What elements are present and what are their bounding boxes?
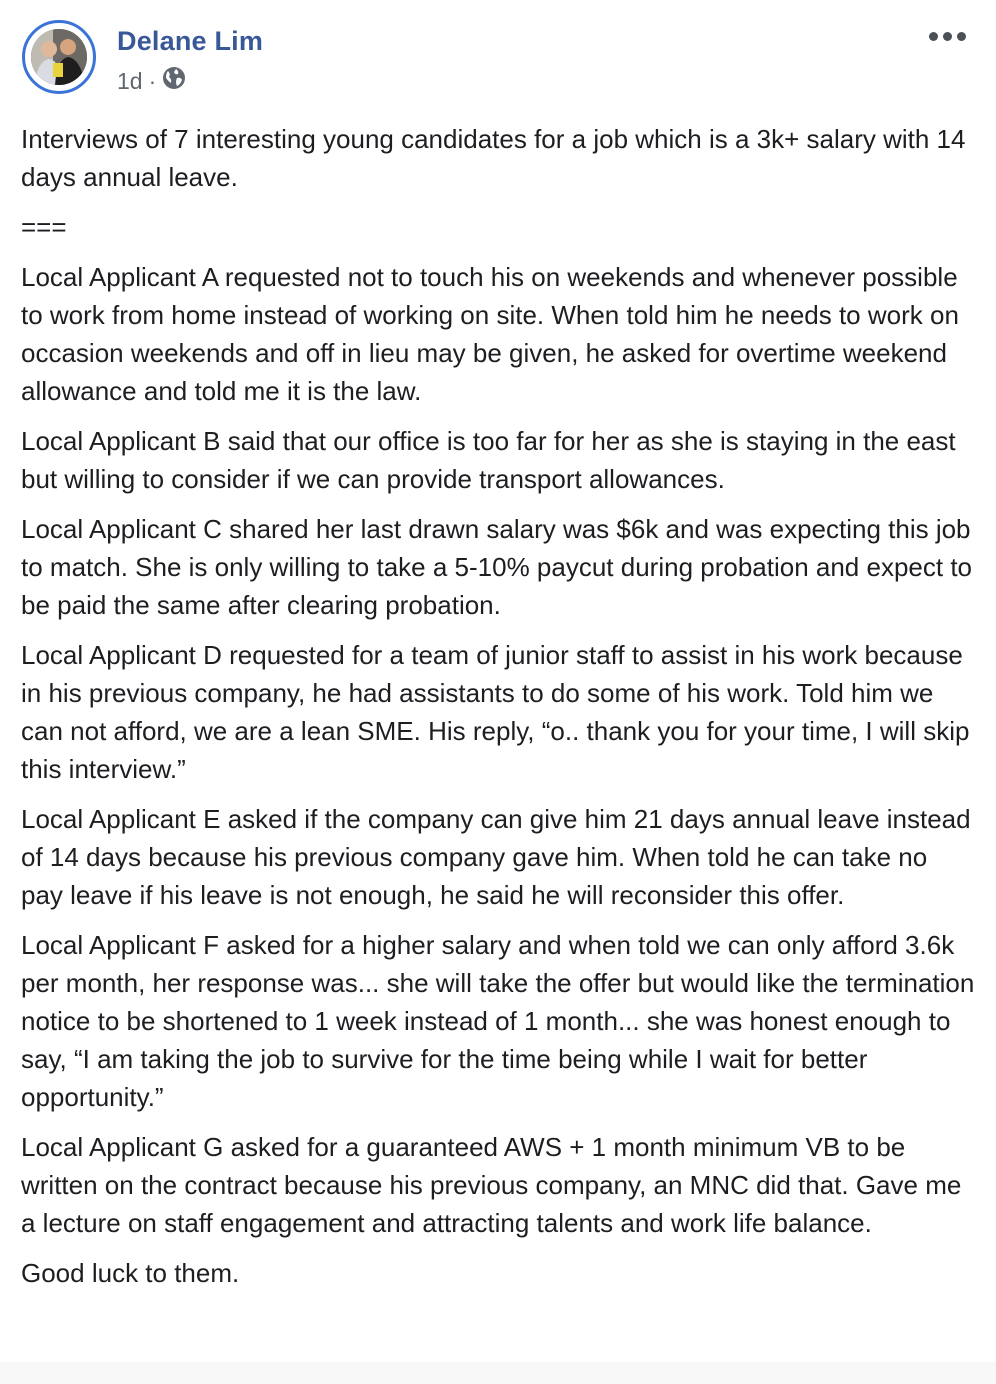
bottom-edge (0, 1362, 996, 1384)
post-paragraph: Good luck to them. (21, 1258, 240, 1288)
timestamp[interactable]: 1d (117, 67, 143, 94)
post-paragraph: Local Applicant A requested not to touch his on weekends and whenever possible to work from home instead of working on site. When told him he needs to work on occasion weekends and off in lieu may be given, he asked for overtime weekend allowance and told me it is the law. (21, 262, 959, 406)
post-paragraph: Local Applicant G asked for a guaranteed AWS + 1 month minimum VB to be written on the contract because his previous company, an MNC did that. Gave me a lecture on staff engagement and attracting talents and work life balance. (21, 1132, 962, 1238)
post-paragraph: Local Applicant D requested for a team of junior staff to assist in his work because in his previous company, he had assistants to do some of his work. Told him we can not afford, we are a lean SME. His reply, “o.. thank you for your time, I will skip this interview.” (21, 640, 970, 784)
post-header (22, 20, 982, 104)
avatar[interactable] (22, 20, 96, 94)
avatar-photo (31, 29, 87, 85)
post-meta (117, 66, 186, 96)
author-name[interactable]: Delane Lim (117, 26, 264, 56)
post-divider-text: === (21, 212, 67, 242)
post-body (21, 120, 976, 1304)
meta-separator: · (148, 67, 157, 94)
post-paragraph: Local Applicant F asked for a higher salary and when told we can only afford 3.6k per month, her response was... she will take the offer but would like the termination notice to be shortened to 1 week instead of 1 month... she was honest enough to say, “I am taking the job to survive for the time being while I wait for better opportunity.” (21, 930, 975, 1112)
post-paragraph: Local Applicant C shared her last drawn salary was $6k and was expecting this job to match. She is only willing to take a 5-10% paycut during probation and expect to be paid the same after clearing probation. (21, 514, 973, 620)
globe-icon[interactable] (162, 66, 186, 96)
post-paragraph: Local Applicant E asked if the company can give him 21 days annual leave instead of 14 days because his previous company gave him. When told he can take no pay leave if his leave is not enough, he said he will reconsider this offer. (21, 804, 971, 910)
more-options-icon[interactable] (929, 32, 966, 41)
post-paragraph: Local Applicant B said that our office is too far for her as she is staying in the east but willing to consider if we can provide transport allowances. (21, 426, 956, 494)
post-paragraph: Interviews of 7 interesting young candidates for a job which is a 3k+ salary with 14 days annual leave. (21, 124, 966, 192)
